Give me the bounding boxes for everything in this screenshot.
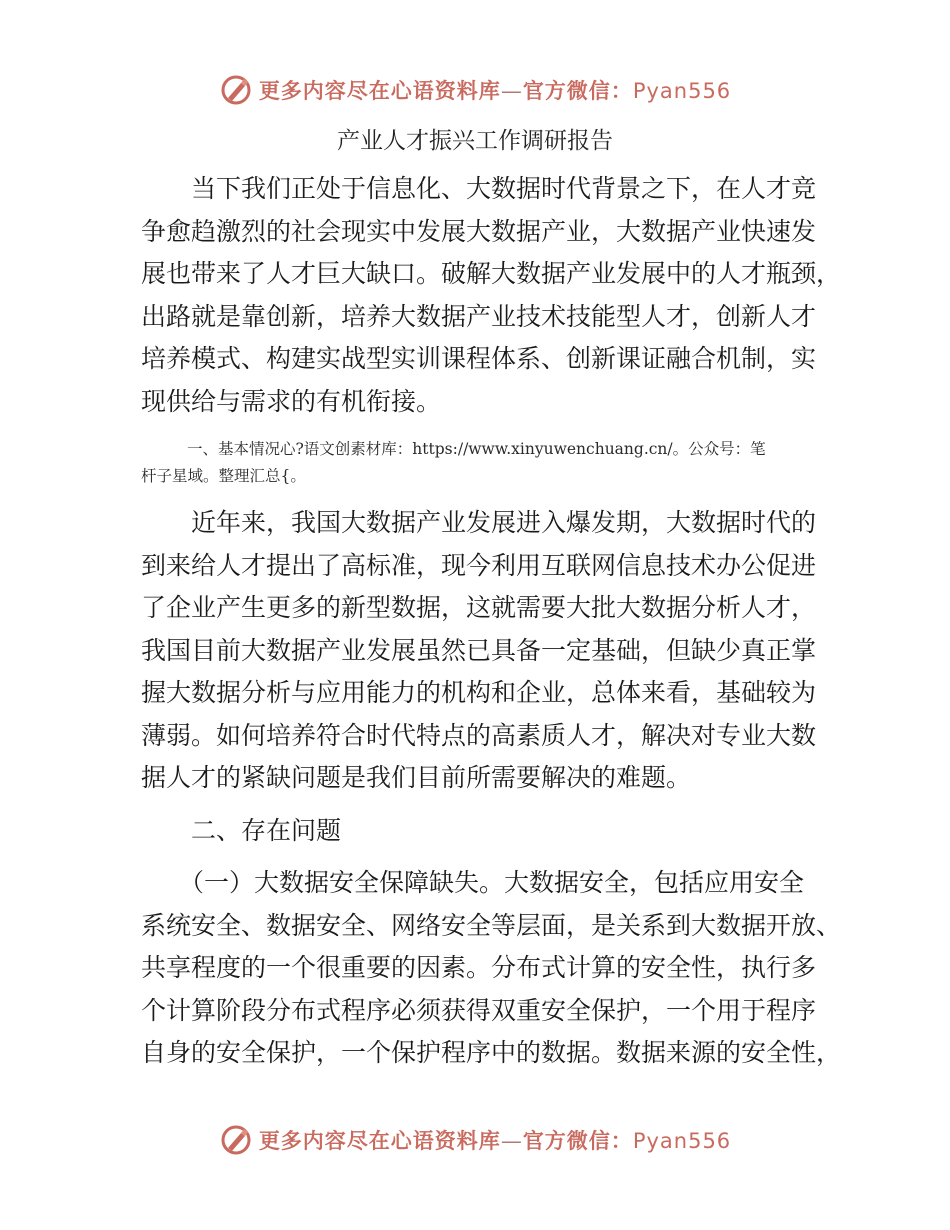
paragraph-line: 握大数据分析与应用能力的机构和企业，总体来看，基础较为 (141, 678, 817, 707)
note-line: 一、基本情况心?语文创素材库：https://www.xinyuwenchuang.cn/。公众号：笔 (187, 440, 766, 458)
brand-logo-icon (219, 1123, 253, 1157)
banner-brand: 更多内容尽在心语资料库 (258, 1129, 501, 1153)
banner-separator: — (500, 79, 523, 103)
heading-line: 二、存在问题 (191, 816, 342, 845)
header-watermark-banner (0, 70, 950, 110)
paragraph-line: 了企业产生更多的新型数据，这就需要大批大数据分析人才， (141, 593, 817, 622)
note-line: 杆子星域。整理汇总{。 (141, 467, 306, 485)
section-heading-problems (141, 810, 821, 853)
document-title: 产业人才振兴工作调研报告 (337, 128, 613, 154)
paragraph-line: 展也带来了人才巨大缺口。破解大数据产业发展中的人才瓶颈， (141, 259, 842, 288)
paragraph-line: 我国目前大数据产业发展虽然已具备一定基础，但缺少真正掌 (141, 635, 817, 665)
paragraph-line: 个计算阶段分布式程序必须获得双重安全保护，一个用于程序 (141, 995, 817, 1025)
paragraph-line: 近年来，我国大数据产业发展进入爆发期，大数据时代的 (191, 508, 817, 537)
paragraph-background (141, 502, 821, 800)
paragraph-security (141, 862, 842, 1075)
section-note (141, 436, 821, 490)
paragraph-line: 争愈趋激烈的社会现实中发展大数据产业，大数据产业快速发 (141, 216, 817, 246)
paragraph-line: 现供给与需求的有机衔接。 (141, 386, 442, 416)
banner-contact-id: Pyan556 (632, 1129, 732, 1153)
paragraph-intro (141, 168, 842, 423)
paragraph-line: 系统安全、数据安全、网络安全等层面，是关系到大数据开放、 (141, 910, 842, 940)
paragraph-line: 出路就是靠创新，培养大数据产业技术技能型人才，创新人才 (141, 301, 817, 331)
footer-watermark-banner (0, 1120, 950, 1160)
banner-contact-label: 官方微信： (522, 79, 633, 103)
paragraph-line: 薄弱。如何培养符合时代特点的高素质人才，解决对专业大数 (141, 720, 817, 750)
brand-logo-icon (219, 73, 253, 107)
paragraph-line: 培养模式、构建实战型实训课程体系、创新课证融合机制，实 (141, 344, 817, 373)
paragraph-line: （一）大数据安全保障缺失。大数据安全，包括应用安全 (179, 868, 805, 897)
banner-brand: 更多内容尽在心语资料库 (258, 79, 501, 103)
paragraph-line: 到来给人才提出了高标准，现今利用互联网信息技术办公促进 (141, 550, 817, 580)
paragraph-line: 共享程度的一个很重要的因素。分布式计算的安全性，执行多 (141, 953, 817, 982)
banner-text (259, 1125, 731, 1155)
banner-text (259, 75, 731, 105)
banner-separator: — (500, 1129, 523, 1153)
paragraph-line: 自身的安全保护，一个保护程序中的数据。数据来源的安全性， (141, 1038, 842, 1067)
paragraph-line: 当下我们正处于信息化、大数据时代背景之下，在人才竞 (191, 174, 817, 203)
paragraph-line: 据人才的紧缺问题是我们目前所需要解决的难题。 (141, 763, 692, 792)
banner-contact-label: 官方微信： (522, 1129, 633, 1153)
banner-contact-id: Pyan556 (632, 79, 732, 103)
